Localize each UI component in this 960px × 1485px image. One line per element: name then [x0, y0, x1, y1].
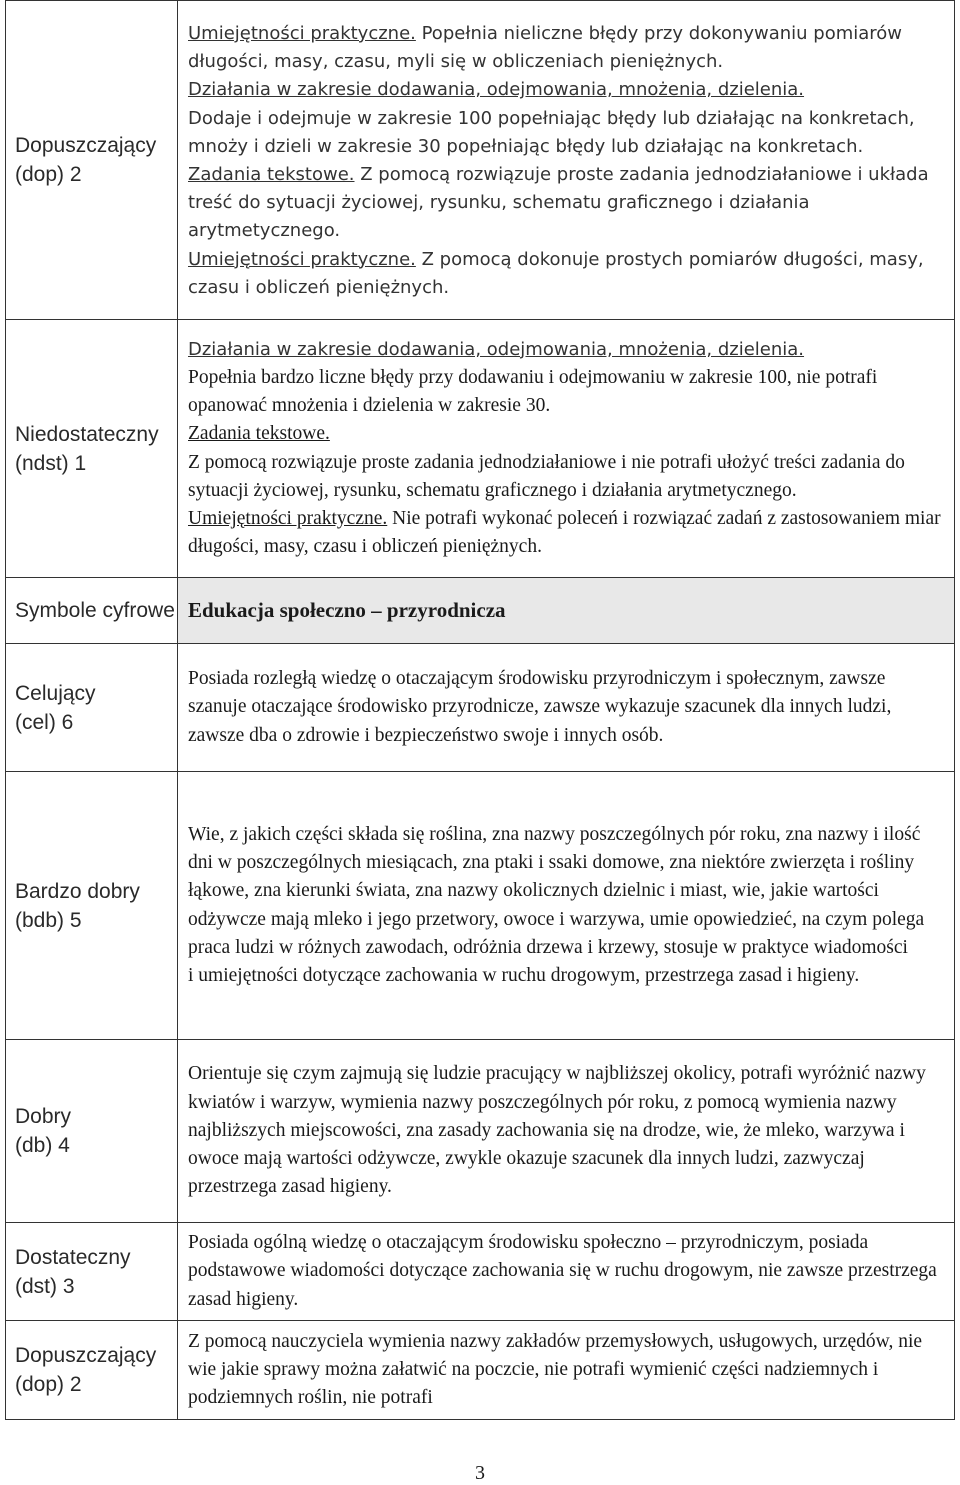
- paragraph-text: Z pomocą nauczyciela wymienia nazwy zakładów przemysłowych, usługowych, urzędów, nie wie jakie sprawy można załatwić na poczcie, nie potrafi wymienić części nadziemnych i podziemnych roślin, nie potrafi: [188, 1330, 923, 1409]
- paragraph: [188, 336, 944, 364]
- section-heading: Zadania tekstowe.: [188, 164, 355, 185]
- grade-code: (dop) 2: [15, 163, 82, 186]
- paragraph-text: Z pomocą rozwiązuje proste zadania jednodziałaniowe i układa treść do sytuacji życiowej, rysunku, schematu graficznego i działania arytmetycznego.: [188, 164, 929, 242]
- paragraph-text: Orientuje się czym zajmują się ludzie pracujący w najbliższej okolicy, potrafi wyróżnić nazwy kwiatów i warzyw, wymienia nazwy poszczególnych pór roku, z pomocą wymienia nazwy najbliższych miejscowości, zna zasady zachowania się na drodze, wie, że mleko, warzywa i owoce mają wartości odżywcze, zwykle okazuje szacunek dla innych ludzi, zazwyczaj przestrzega zasad higieny.: [188, 1063, 926, 1198]
- paragraph-text: Nie potrafi wykonać poleceń i rozwiązać zadań z zastosowaniem miar długości, masy, czasu i obliczeń pieniężnych.: [188, 507, 941, 558]
- header-right-cell: [178, 578, 955, 644]
- table-row: [6, 1321, 955, 1420]
- header-left-cell: [6, 578, 178, 644]
- table-row: [6, 1, 955, 320]
- grade-name: Celujący: [15, 681, 96, 705]
- section-heading: Zadania tekstowe.: [188, 423, 330, 445]
- paragraph: [188, 420, 944, 448]
- table-row: [6, 320, 955, 578]
- paragraph: [188, 246, 944, 302]
- paragraph: [188, 76, 944, 104]
- grade-cell: [6, 320, 178, 578]
- grade-code: (dop) 2: [15, 1373, 82, 1396]
- grade-cell: [6, 772, 178, 1040]
- section-title: Edukacja społeczno – przyrodnicza: [188, 598, 506, 622]
- grade-cell: [6, 1321, 178, 1420]
- paragraph: [188, 962, 944, 990]
- grade-name: Dopuszczający: [15, 1344, 157, 1367]
- section-heading: Umiejętności praktyczne.: [188, 248, 416, 270]
- grade-code: (cel) 6: [15, 710, 74, 734]
- paragraph-text: Dodaje i odejmuje w zakresie 100 popełniając błędy lub działając na konkretach, mnoży i dzieli w zakresie 30 popełniając błędy lub działając na konkretach.: [188, 107, 915, 157]
- grade-name: Bardzo dobry: [15, 879, 140, 903]
- paragraph-text: Z pomocą dokonuje prostych pomiarów długości, masy, czasu i obliczeń pieniężnych.: [188, 248, 924, 298]
- grading-table: [5, 0, 955, 1420]
- table-row: [6, 772, 955, 1040]
- page-number: 3: [475, 1462, 485, 1484]
- grade-code: (db) 4: [15, 1134, 70, 1157]
- paragraph: [188, 364, 944, 420]
- paragraph: [188, 505, 944, 561]
- description-cell: [178, 1223, 955, 1321]
- paragraph-text: Popełnia bardzo liczne błędy przy dodawaniu i odejmowaniu w zakresie 100, nie potrafi opanować mnożenia i dzielenia w zakresie 30.: [188, 366, 878, 417]
- description-cell: [178, 772, 955, 1040]
- table-row: [6, 644, 955, 772]
- section-heading: Umiejętności praktyczne.: [188, 22, 416, 44]
- grade-cell: [6, 1223, 178, 1321]
- paragraph-text: i umiejętności dotyczące zachowania w ruchu drogowym, przestrzega zasad i higieny.: [188, 964, 860, 986]
- table-header-row: [6, 578, 955, 644]
- paragraph-text: Posiada rozległą wiedzę o otaczającym środowisku przyrodniczym i społecznym, zawsze szanuje otaczające środowisko przyrodnicze, zawsze wykazuje szacunek dla innych ludzi, zawsze dba o zdrowie i bezpieczeństwo swoje i innych osób.: [188, 668, 892, 746]
- grade-name: Dostateczny: [15, 1245, 131, 1269]
- grade-cell: [6, 1040, 178, 1223]
- paragraph: [188, 821, 944, 962]
- section-heading: Działania w zakresie dodawania, odejmowania, mnożenia, dzielenia.: [188, 79, 805, 101]
- paragraph-text: Posiada ogólną wiedzę o otaczającym środowisku społeczno – przyrodniczym, posiada podstawowe wiadomości dotyczące zachowania się w ruchu drogowym, nie zawsze przestrzega zasad higieny.: [188, 1232, 937, 1310]
- description-cell: [178, 1, 955, 320]
- section-heading: Umiejętności praktyczne.: [188, 507, 388, 529]
- grade-cell: [6, 1, 178, 320]
- grade-name: Dobry: [15, 1105, 72, 1128]
- grade-code: (ndst) 1: [15, 451, 87, 475]
- description-cell: [178, 1040, 955, 1223]
- paragraph: [188, 161, 944, 246]
- description-cell: [178, 1321, 955, 1420]
- paragraph: [188, 20, 944, 76]
- grade-cell: [6, 644, 178, 772]
- description-cell: [178, 320, 955, 578]
- grade-name: Dopuszczający: [15, 134, 157, 157]
- grade-code: (bdb) 5: [15, 908, 82, 932]
- table-row: [6, 1040, 955, 1223]
- section-heading: Działania w zakresie dodawania, odejmowania, mnożenia, dzielenia.: [188, 338, 805, 360]
- paragraph-text: Popełnia nieliczne błędy przy dokonywaniu pomiarów długości, masy, czasu, myli się w obliczeniach pieniężnych.: [188, 22, 903, 73]
- column-heading-symbols: Symbole cyfrowe: [15, 599, 175, 622]
- table-row: [6, 1223, 955, 1321]
- paragraph-text: Wie, z jakich części składa się roślina, zna nazwy poszczególnych pór roku, zna nazwy i ilość dni w poszczególnych miesiącach, zna ptaki i ssaki domowe, zna niektóre zwierzęta i rośliny łąkowe, zna kierunki świata, zna nazwy okolicznych dzielnic i miast, wie, jakie wartości odżywcze mają mleko i jego przetwory, owoce i warzywa, umie opowiedzieć, na czym polega praca ludzi w różnych zawodach, odróżnia drzewa i krzewy, stosuje w praktyce wiadomości: [188, 823, 925, 958]
- paragraph: [188, 105, 944, 161]
- grade-name: Niedostateczny: [15, 422, 159, 446]
- grade-code: (dst) 3: [15, 1274, 75, 1298]
- description-cell: [178, 644, 955, 772]
- paragraph-text: Z pomocą rozwiązuje proste zadania jednodziałaniowe i nie potrafi ułożyć treści zadania do sytuacji życiowej, rysunku, schematu graficznego i działania arytmetycznego.: [188, 451, 905, 501]
- paragraph: [188, 449, 944, 505]
